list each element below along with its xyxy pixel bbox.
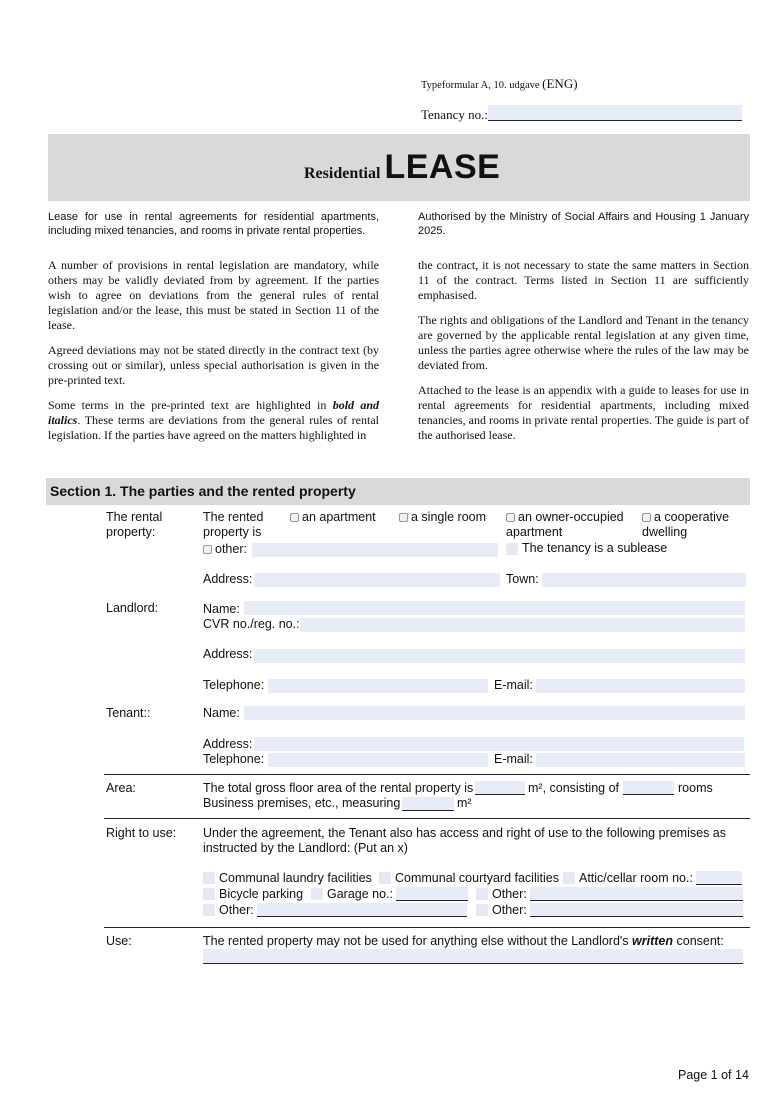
rental-property-label: The rental property: [106,510,163,539]
divider [104,818,750,819]
garage-checkbox[interactable] [311,888,323,900]
body-paragraph: Attached to the lease is an appendix with a guide to leases for use in rental agreements for residential apartments, including mixed tenancies, and rooms in private rental properties. The guide is part of the authorised lease. [418,383,749,442]
owner-occupied-checkbox[interactable] [506,513,515,522]
area-m2-field[interactable] [475,781,525,795]
landlord-telephone-label: Telephone: [203,678,265,692]
sublease-checkbox[interactable] [506,543,518,555]
landlord-address-label: Address: [203,647,253,661]
other-left-label: Other: [219,903,254,917]
landlord-address-field[interactable] [254,649,745,663]
use-label: Use: [106,934,132,948]
garage-label: Garage no.: [327,887,394,901]
landlord-label: Landlord: [106,601,159,615]
other-right-field-2[interactable] [530,903,743,917]
body-paragraph: A number of provisions in rental legislation are mandatory, while others may be validly deviated from by agreement. If the parties wish to agree on deviations from the general rules of rental legislation and/or the lease, this must be stated in Section 11 of the lease. [48,258,379,332]
other-right-checkbox-2[interactable] [476,904,488,916]
tenant-name-label: Name: [203,706,240,720]
landlord-cvr-label: CVR no./reg. no.: [203,617,300,631]
intro-left: Lease for use in rental agreements for residential apartments, including mixed tenancies, and rooms in private rental properties. [48,211,379,237]
title-banner [48,134,750,201]
sublease-label: The tenancy is a sublease [522,541,668,555]
body-paragraph: the contract, it is not necessary to state the same matters in Section 11 of the contract. Terms listed in Section 11 are sufficiently emphasised. [418,258,749,302]
property-town-label: Town: [506,572,539,586]
rented-is-label: The rented property is [203,510,264,539]
business-premises-label: Business premises, etc., measuring [203,796,401,810]
form-identifier: Typeformular A, 10. udgave (ENG) [421,76,578,91]
right-to-use-text: Under the agreement, the Tenant also has access and right of use to the following premises as instructed by the Landlord: (Put an x) [203,826,726,855]
form-language: (ENG) [542,76,578,91]
landlord-email-label: E-mail: [494,678,533,692]
property-address-field[interactable] [254,573,500,587]
business-unit: m² [457,796,472,810]
attic-label: Attic/cellar room no.: [579,871,693,885]
cooperative-checkbox[interactable] [642,513,651,522]
tenant-email-field[interactable] [536,753,745,767]
landlord-name-field[interactable] [244,601,745,615]
use-consent-field[interactable] [203,949,743,964]
tenant-address-field[interactable] [254,737,744,751]
courtyard-label: Communal courtyard facilities [395,871,559,885]
section-1-title: Section 1. The parties and the rented property [50,483,356,499]
property-town-field[interactable] [542,573,746,587]
body-paragraph: The rights and obligations of the Landlord and Tenant in the tenancy are governed by the applicable rental legislation at any given time, unless the parties agree otherwise where the rules of the law may be deviated from. [418,313,749,372]
option-other[interactable]: other: [203,542,247,557]
laundry-checkbox[interactable] [203,872,215,884]
landlord-telephone-field[interactable] [268,679,488,693]
landlord-name-label: Name: [203,602,240,616]
tenant-address-label: Address: [203,737,253,751]
tenant-telephone-label: Telephone: [203,752,265,766]
bicycle-checkbox[interactable] [203,888,215,900]
area-label: Area: [106,781,136,795]
right-to-use-label: Right to use: [106,826,177,840]
other-right-checkbox-1[interactable] [476,888,488,900]
area-line-1: The total gross floor area of the rental property is [203,781,474,795]
body-left-column [48,258,379,453]
option-cooperative[interactable]: a cooperative dwelling [642,510,730,539]
apartment-checkbox[interactable] [290,513,299,522]
attic-checkbox[interactable] [563,872,575,884]
divider [104,774,750,775]
single-room-checkbox[interactable] [399,513,408,522]
other-right-label-1: Other: [492,887,527,901]
option-single-room[interactable]: a single room [399,510,486,525]
body-paragraph: Agreed deviations may not be stated directly in the contract text (by crossing out or similar), unless special authorisation is given in the pre-printed text. [48,343,379,387]
body-paragraph: Some terms in the pre-printed text are highlighted in bold and italics. These terms are deviations from the general rules of rental legislation. If the parties have agreed on the matters highlighted in [48,398,379,442]
tenant-telephone-field[interactable] [268,753,488,767]
tenancy-number-field[interactable] [488,105,742,121]
page-title: LEASE [384,148,501,186]
attic-number-field[interactable] [696,871,742,885]
other-left-field[interactable] [257,903,467,917]
page-number: Page 1 of 14 [678,1068,749,1082]
other-type-field[interactable] [252,543,498,557]
area-unit-text: m², consisting of [528,781,620,795]
tenant-label: Tenant:: [106,706,151,720]
area-rooms-label: rooms [678,781,713,795]
other-right-label-2: Other: [492,903,527,917]
other-checkbox[interactable] [203,545,212,554]
garage-number-field[interactable] [396,887,468,901]
option-owner-occupied[interactable]: an owner-occupied apartment [506,510,624,539]
tenant-name-field[interactable] [244,706,745,720]
landlord-email-field[interactable] [536,679,745,693]
option-apartment[interactable]: an apartment [290,510,376,525]
courtyard-checkbox[interactable] [379,872,391,884]
area-rooms-field[interactable] [623,781,674,795]
section-1-header [46,478,750,505]
other-right-field-1[interactable] [530,887,743,901]
landlord-cvr-field[interactable] [300,618,745,632]
bicycle-label: Bicycle parking [219,887,304,901]
title-small: Residential [304,165,381,182]
laundry-label: Communal laundry facilities [219,871,372,885]
business-premises-field[interactable] [402,797,454,811]
tenancy-number-label: Tenancy no.: [421,107,488,122]
property-address-label: Address: [203,572,253,586]
use-text: The rented property may not be used for anything else without the Landlord's written consent: [203,934,724,948]
other-left-checkbox[interactable] [203,904,215,916]
intro-right: Authorised by the Ministry of Social Affairs and Housing 1 January 2025. [418,211,749,237]
body-right-column [418,258,749,453]
tenant-email-label: E-mail: [494,752,533,766]
divider [104,927,750,928]
